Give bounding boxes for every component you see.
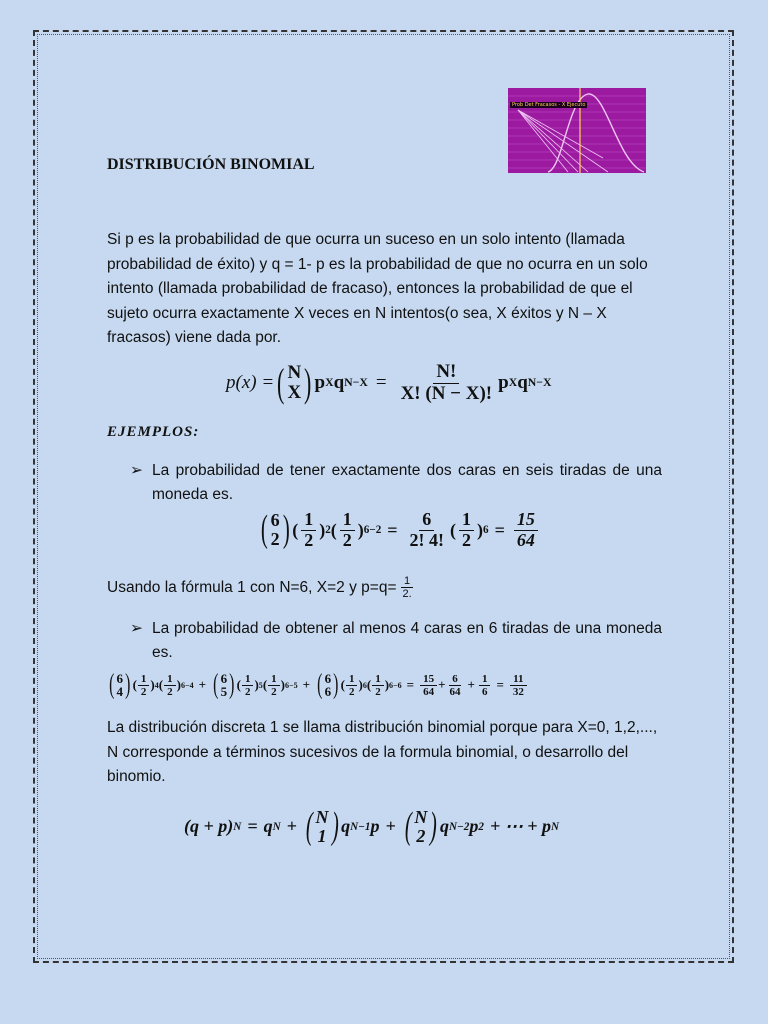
example-1-text: La probabilidad de tener exactamente dos caras en seis tiradas de una moneda es. [152,462,662,503]
usando-frac-num: 1 [401,575,413,588]
closing-paragraph: La distribución discreta 1 se llama distribución binomial porque para X=0, 1,2,..., N corresponde a términos sucesivos de la formula binomial, o desarrollo del binomio. [107,719,658,785]
distribution-curve-graphic [508,88,646,173]
q-exponent-2: N−X [527,376,552,390]
result-num: 15 [514,510,538,531]
binom-top: N [287,362,302,384]
final-num: 11 [510,673,526,686]
term2-bottom: 5 [220,684,228,700]
t3: q [439,816,449,837]
t3-pexp: 2 [478,820,484,833]
arrow-bullet-icon: ➢ [130,620,143,637]
t1-exp: N [272,820,281,833]
arrow-bullet-icon: ➢ [130,462,143,479]
examples-heading: EJEMPLOS: [107,424,200,440]
exponent-c: 6 [483,524,489,537]
example-2-formula: ( 6 4 ) ( $\frac{1}{2}$ ) 4 ( $\frac{1}{2}$ ) 6−4 + ( 6 5 ) ( $\frac{1}{2}$ ) 5 ( $\frac{1}{2}$ ) 6−5 + ( 6 6 ) ( $\frac{1}{2}$ ) 6 ( $\frac{1}{2}$ ) 6−6 = $\frac{15}{64}$ + $\frac{6}{64}$ + $\frac{1}{6}$ = $\frac{11}{32}$ [107,671,528,700]
q-term-2: q [517,372,528,394]
usando-text: Usando la fórmula 1 con N=6, X=2 y p=q= [107,578,397,596]
h5: 1 [346,673,358,686]
q-term: q [333,372,345,394]
term3-top: 6 [324,670,332,686]
frac-den: 2! 4! [409,529,445,550]
h6: 1 [372,673,384,686]
b1-bottom: 1 [317,825,327,846]
binomial-expansion: (q + p) N = q N + ( N 1 ) q N−1 p + ( N 2 ) q N−2 p 2 + ⋯ + p N [184,805,560,847]
tail-exp: N [550,820,560,833]
h3d: 2 [244,685,251,698]
plus-4: + [467,677,475,693]
half-den-3: 2 [462,529,472,550]
example-1 [130,459,662,506]
p-term: p [314,372,326,394]
h5d: 2 [348,685,355,698]
term3-e1: 6 [362,680,367,690]
t1: q [263,816,273,837]
fraction-numerator: N! [433,362,459,384]
intro-paragraph: Si p es la probabilidad de que ocurra un suceso en un solo intento (llamada probabilidad de éxito) y q = 1- p es la probabilidad de que no ocurra en un solo intento (llamada probabilidad de fracaso), entonces la probabilidad de que el sujeto ocurra exactamente X veces en N intentos(o sea, X éxitos y N – X fracasos) viene dada por. [107,231,648,346]
h3: 1 [242,673,254,686]
t2: q [341,816,351,837]
term3-bottom: 6 [324,684,332,700]
binom-bottom: 2 [270,529,280,550]
half-num-3: 1 [459,510,474,531]
h1d: 2 [140,685,147,698]
binom-bottom: X [287,382,302,404]
p-exponent: X [325,376,334,390]
factorial-fraction [398,362,496,405]
exponent-b: 6−2 [363,524,382,537]
h2: 1 [164,673,176,686]
term2-top: 6 [220,670,228,686]
frac-num: 6 [419,510,434,531]
q-exponent: N−X [344,376,368,390]
plus-1: + [198,677,207,693]
h1: 1 [138,673,150,686]
result-den: 64 [516,529,535,550]
example-2 [130,617,662,664]
r1-den: 64 [423,685,435,698]
p-exponent-2: X [508,376,518,390]
term1-e2: 6−4 [180,680,194,690]
term1-bottom: 4 [116,684,124,700]
t3-exp: N−2 [448,820,470,833]
term1-e1: 4 [154,680,159,690]
h4d: 2 [271,685,277,698]
usando-frac-den: 2. [402,588,412,601]
example-1-formula: ( 6 2 ) ( $\frac{1}{2}$ ) 2 ( $\frac{1}{2}$ ) 6−2 = $\frac{6}{2! 4!}$ ( $\frac{1}{2}$ ) 6 = $\frac{15}{64}$ [258,510,541,551]
page-title: DISTRIBUCIÓN BINOMIAL [107,156,315,173]
half-num-2: 1 [340,510,355,531]
r2-num: 6 [449,673,461,686]
plus-2: + [302,677,311,693]
half-den-2: 2 [342,529,352,550]
h4: 1 [268,673,280,686]
term1-top: 6 [116,670,124,686]
thumbnail-label: Prob Det Fracasos - X Ejecuto [512,102,586,108]
binomial-formula [226,362,552,405]
half-num: 1 [301,510,316,531]
exponent-a: 2 [325,524,331,537]
binomial-distribution-thumbnail [508,88,646,173]
t2-exp: N−1 [350,820,371,833]
expansion-tail: + ⋯ + p [489,816,551,837]
expansion-eq: = [247,816,258,837]
t3-p: p [469,816,479,837]
r1-num: 15 [420,673,437,686]
p-term-2: p [498,372,509,394]
half-den: 2 [304,529,314,550]
term2-e1: 5 [258,680,263,690]
b2-bottom: 2 [416,825,426,846]
r3-den: 6 [481,685,488,698]
b2-top: N [414,807,428,827]
r2-den: 64 [449,685,461,698]
example-2-text: La probabilidad de obtener al menos 4 caras en 6 tiradas de una moneda es. [152,620,662,661]
h6d: 2 [375,685,381,698]
term2-e2: 6−5 [285,680,298,690]
plus-3: + [438,677,446,693]
expansion-lhs: (q + p) [184,816,234,837]
b1-top: N [315,807,329,827]
r3-num: 1 [479,673,491,686]
h2d: 2 [167,685,173,698]
binom-top: 6 [270,510,280,531]
binomial-coefficient: ( N X ) [277,360,312,406]
equals-sign: = [375,372,387,394]
term3-e2: 6−6 [389,680,402,690]
formula-lhs: p(x) = [226,372,275,394]
lhs-exp: N [233,820,242,833]
usando-line [107,575,418,600]
t2-p: p [370,816,380,837]
fraction-denominator: X! (N − X)! [400,382,493,404]
final-den: 32 [512,685,524,698]
